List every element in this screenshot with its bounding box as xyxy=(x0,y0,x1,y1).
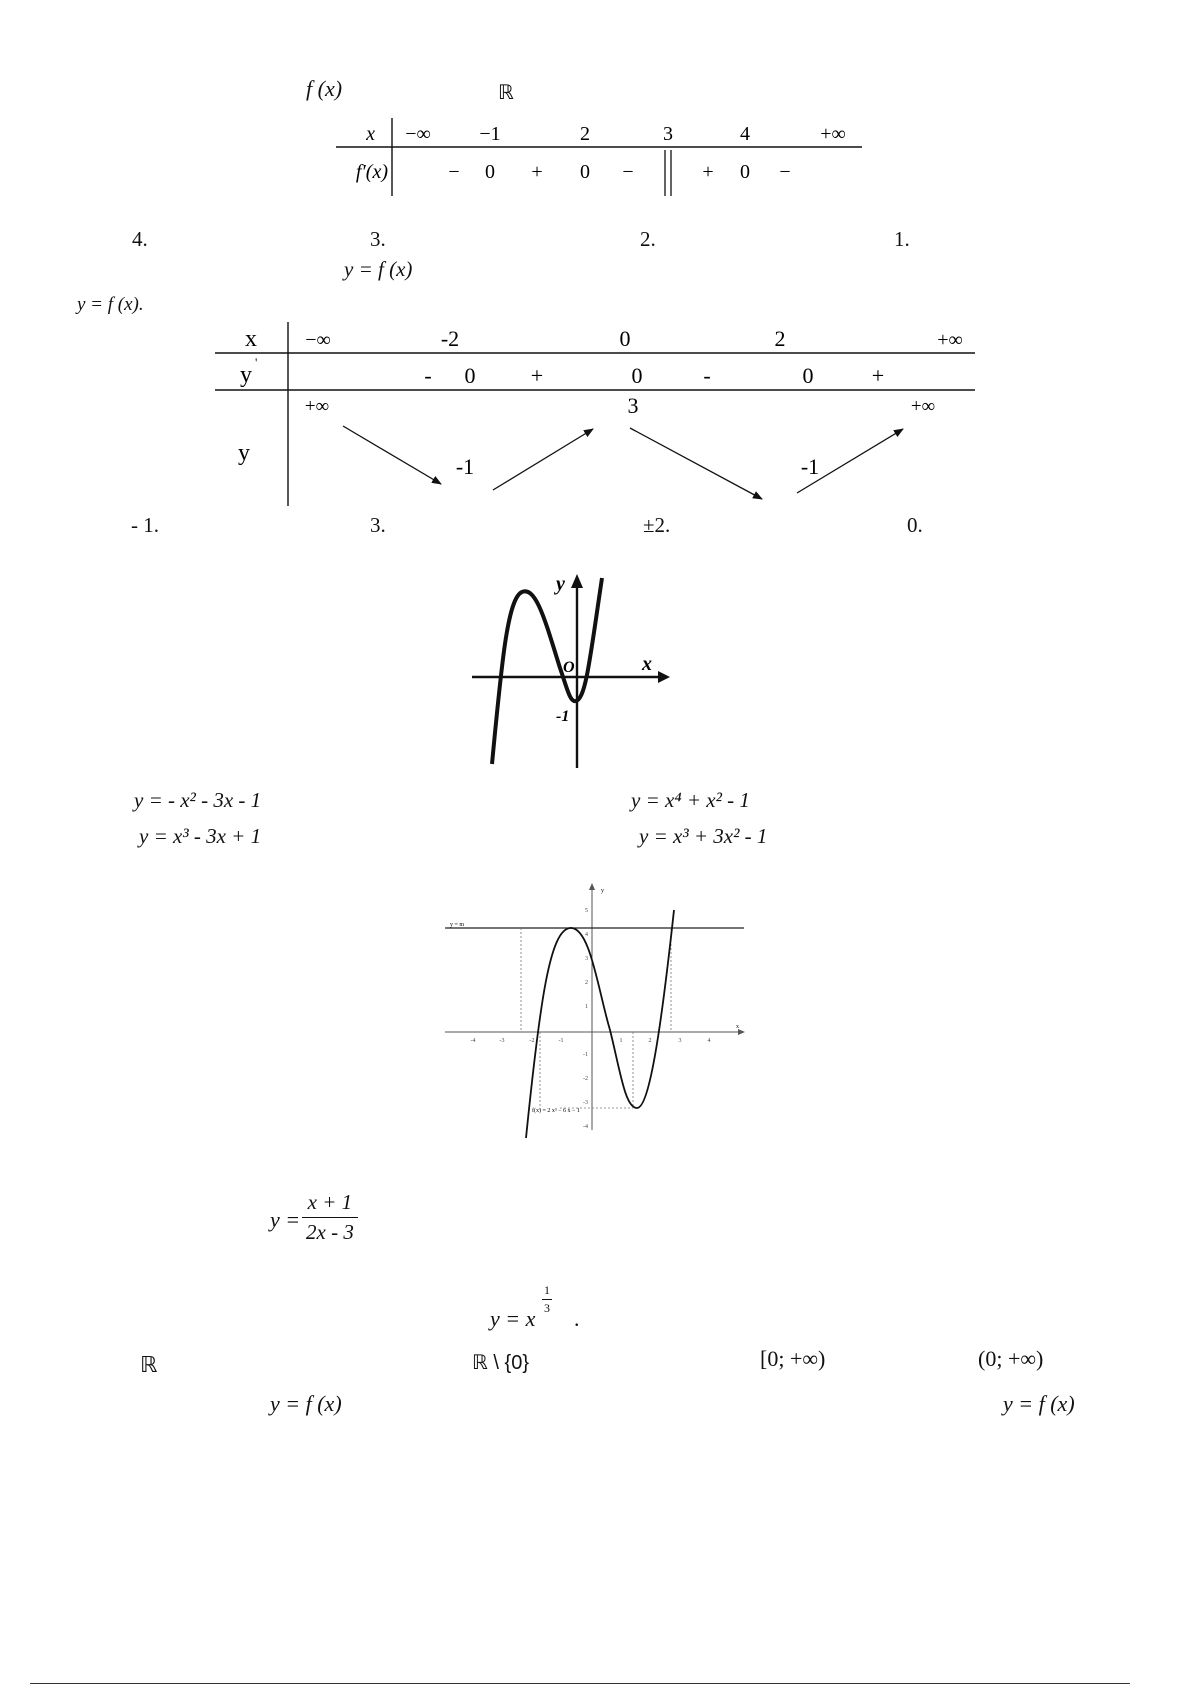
q3-option-c[interactable]: y = x³ - 3x + 1 xyxy=(139,824,262,848)
q2-x-val: 0 xyxy=(619,326,631,351)
q1-x-val: −1 xyxy=(479,123,501,145)
q4-y-tick: 4 xyxy=(585,932,588,938)
q1-sign: 0 xyxy=(740,161,750,183)
q5-lhs: y = xyxy=(270,1207,301,1232)
q4-graph xyxy=(440,880,750,1140)
q1-sign: 0 xyxy=(485,161,495,183)
q4-curve xyxy=(526,910,674,1138)
q5-numerator: x + 1 xyxy=(307,1190,353,1214)
q6-lhs: y = x xyxy=(490,1306,536,1331)
q2-y-val: -1 xyxy=(455,454,475,479)
q4-x-tick: -1 xyxy=(558,1038,564,1044)
q6-option-b[interactable]: ℝ \ {0} xyxy=(472,1352,529,1374)
q5-denominator: 2x - 3 xyxy=(306,1220,354,1244)
q4-y-tick: 5 xyxy=(585,908,588,914)
q2-sign: + xyxy=(530,363,544,388)
page-bottom-rule xyxy=(30,1683,1130,1684)
q1-x-label: x xyxy=(366,123,375,145)
q4-y-tick: 3 xyxy=(585,956,588,962)
q6-option-a[interactable]: ℝ xyxy=(140,1352,158,1377)
q4-y-tick: 1 xyxy=(585,1004,588,1010)
q4-y-tick: 2 xyxy=(585,980,588,986)
q2-arrow-down-2 xyxy=(630,428,762,499)
q2-x-val: −∞ xyxy=(305,329,331,351)
q3-x-label: x xyxy=(642,653,652,675)
q7-right-func: y = f (x) xyxy=(1003,1391,1075,1416)
q3-x-axis-arrow xyxy=(658,671,670,683)
q1-x-val: −∞ xyxy=(405,123,431,145)
q3-curve xyxy=(492,578,602,764)
q2-y-label: y xyxy=(238,440,250,466)
q2-y-val: +∞ xyxy=(304,396,330,417)
q6-tail: . xyxy=(574,1306,580,1331)
q2-func-label-2: y = f (x). xyxy=(77,294,144,315)
q1-sign: + xyxy=(531,161,543,183)
q2-arrow-up-1 xyxy=(493,429,593,490)
q2-option-c[interactable]: ±2. xyxy=(643,513,671,537)
q2-x-val: 2 xyxy=(774,326,786,351)
q1-domain-label: ℝ xyxy=(498,82,514,104)
q1-sign: − xyxy=(779,161,791,183)
q4-y-tick: -2 xyxy=(583,1076,588,1082)
q4-x-tick: -4 xyxy=(470,1038,476,1044)
q4-x-tick: 2 xyxy=(648,1038,652,1044)
q2-sign: + xyxy=(871,363,885,388)
q2-arrow-down-1 xyxy=(343,426,441,484)
q4-x-tick: -2 xyxy=(529,1038,535,1044)
q6-exponent-num: 1 xyxy=(544,1283,550,1297)
q4-axis-x-label: x xyxy=(736,1024,739,1030)
q3-option-b[interactable]: y = x⁴ + x² - 1 xyxy=(631,788,750,812)
q4-y-tick: -4 xyxy=(583,1124,588,1130)
q4-y-axis-arrow xyxy=(589,883,595,890)
q2-sign: - xyxy=(424,363,432,388)
q7-left-func: y = f (x) xyxy=(270,1391,342,1416)
q3-minus-one-label: -1 xyxy=(556,708,570,725)
q1-sign-table xyxy=(330,118,870,200)
q4-curve-label: f(x) = 2 x³ − 6 x − 1 xyxy=(532,1108,580,1114)
q2-option-d[interactable]: 0. xyxy=(907,513,923,537)
q1-sign: − xyxy=(622,161,634,183)
q2-x-label: x xyxy=(245,326,257,352)
q2-x-val: -2 xyxy=(440,326,460,351)
q4-x-tick: -3 xyxy=(499,1038,505,1044)
q2-yprime-mark: ' xyxy=(255,355,258,370)
q1-option-d[interactable]: 1. xyxy=(894,227,910,251)
q3-y-axis-arrow xyxy=(571,574,583,588)
q1-x-val: 3 xyxy=(663,123,673,145)
q4-x-tick-labels xyxy=(471,1038,711,1044)
q1-sign: − xyxy=(448,161,460,183)
q1-x-val: 2 xyxy=(580,123,590,145)
q1-x-val: 4 xyxy=(740,123,750,145)
q3-origin-label: O xyxy=(563,659,575,676)
q1-option-b[interactable]: 3. xyxy=(370,227,386,251)
q6-option-d[interactable]: (0; +∞) xyxy=(978,1346,1044,1371)
q4-axis-y-label: y xyxy=(601,888,604,894)
q2-option-a[interactable]: - 1. xyxy=(131,513,159,537)
q1-func-label: f (x) xyxy=(306,76,343,101)
q4-x-tick: 4 xyxy=(707,1038,711,1044)
q2-x-val: +∞ xyxy=(937,329,963,351)
q3-option-a[interactable]: y = - x² - 3x - 1 xyxy=(134,788,262,812)
q2-y-val: 3 xyxy=(627,393,639,418)
q3-option-d[interactable]: y = x³ + 3x² - 1 xyxy=(639,824,768,848)
q1-option-c[interactable]: 2. xyxy=(640,227,656,251)
q1-sign: + xyxy=(702,161,714,183)
q2-sign: - xyxy=(703,363,711,388)
q3-y-label: y xyxy=(556,573,565,595)
q2-variation-table xyxy=(215,322,980,510)
q4-x-tick: 3 xyxy=(678,1038,682,1044)
q3-cubic-graph xyxy=(470,568,680,780)
q5-fraction xyxy=(302,1190,358,1245)
q2-y-val: +∞ xyxy=(910,396,936,417)
q2-option-b[interactable]: 3. xyxy=(370,513,386,537)
q2-func-label: y = f (x) xyxy=(344,257,413,281)
q6-exponent-den: 3 xyxy=(544,1301,550,1315)
q1-sign: 0 xyxy=(580,161,590,183)
q2-sign: 0 xyxy=(802,363,814,388)
q6-exponent xyxy=(542,1283,552,1316)
q4-y-tick: -3 xyxy=(583,1100,588,1106)
q4-x-tick: 1 xyxy=(619,1038,623,1044)
q4-y-tick: -1 xyxy=(583,1052,588,1058)
q2-yprime-label: y xyxy=(240,362,252,388)
q2-y-val: -1 xyxy=(800,454,820,479)
q4-line-label: y = m xyxy=(450,922,465,928)
q1-x-val: +∞ xyxy=(820,123,846,145)
q2-sign: 0 xyxy=(464,363,476,388)
q1-option-a[interactable]: 4. xyxy=(132,227,148,251)
q2-sign: 0 xyxy=(631,363,643,388)
q4-x-axis-arrow xyxy=(738,1029,745,1035)
q6-option-c[interactable]: [0; +∞) xyxy=(760,1346,826,1371)
q1-fprime-label: f′(x) xyxy=(355,161,388,183)
